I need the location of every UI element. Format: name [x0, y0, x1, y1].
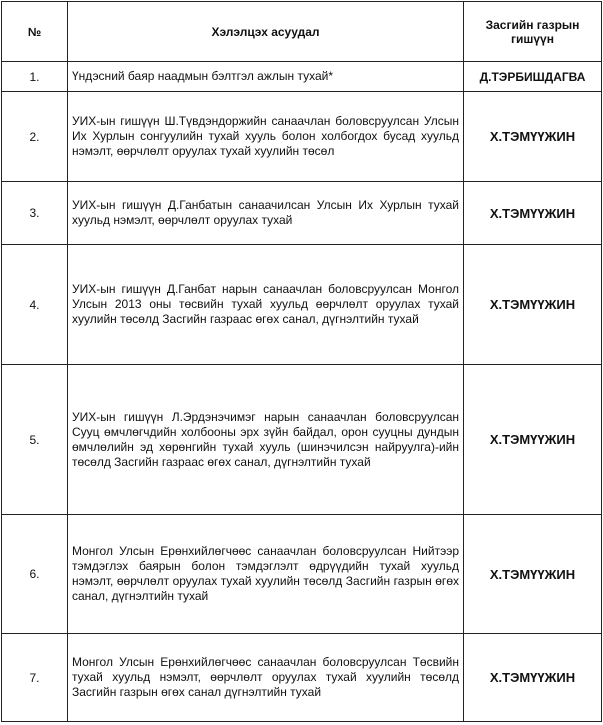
- row-question: Монгол Улсын Ерөнхийлөгчөөс санаачлан боловсруулсан Төсвийн тухай хуульд нэмэлт, өөрчлөлт оруулах тухай хуулийн төсөлд Засгийн газрын өгөх санал дүгнэлтийн тухай: [68, 634, 464, 722]
- row-question: УИХ-ын гишүүн Д.Ганбатын санаачилсан Улсын Их Хурлын тухай хуульд нэмэлт, өөрчлөлт оруулах тухай: [68, 182, 464, 245]
- row-question: УИХ-ын гишүүн Л.Эрдэнэчимэг нарын санаачлан боловсруулсан Сууц өмчлөгчдийн холбооны эрх зүйн байдал, орон сууцны дундын өмчлөлийн эд хөрөнгийн тухай хууль (шинэчилсэн найруулга)-ийн төсөлд Засгийн газраас өгөх санал, дүгнэлтийн тухай: [68, 365, 464, 515]
- table-row: [2, 182, 602, 245]
- row-number: 5.: [2, 365, 68, 515]
- header-row: [2, 2, 602, 62]
- table-row: [2, 245, 602, 365]
- agenda-table: [1, 1, 602, 722]
- header-member: Засгийн газрын гишүүн: [464, 2, 602, 62]
- row-member: Х.ТЭМҮҮЖИН: [464, 365, 602, 515]
- row-member: Х.ТЭМҮҮЖИН: [464, 634, 602, 722]
- row-number: 7.: [2, 634, 68, 722]
- table-row: [2, 515, 602, 634]
- table-row: [2, 62, 602, 92]
- row-question: УИХ-ын гишүүн Ш.Түвдэндоржийн санаачлан боловсруулсан Улсын Их Хурлын сонгуулийн тухай хууль болон холбогдох бусад хуульд нэмэлт, өөрчлөлт оруулах тухай хуулийн төсөл: [68, 92, 464, 182]
- row-number: 4.: [2, 245, 68, 365]
- header-number: №: [2, 2, 68, 62]
- table-row: [2, 634, 602, 722]
- row-number: 1.: [2, 62, 68, 92]
- row-question: УИХ-ын гишүүн Д.Ганбат нарын санаачлан боловсруулсан Монгол Улсын 2013 оны төсвийн тухай хуульд өөрчлөлт оруулах тухай хуулийн төсөлд Засгийн газраас өгөх санал, дүгнэлтийн тухай: [68, 245, 464, 365]
- row-member: Х.ТЭМҮҮЖИН: [464, 245, 602, 365]
- row-member: Х.ТЭМҮҮЖИН: [464, 92, 602, 182]
- row-question: Монгол Улсын Ерөнхийлөгчөөс санаачлан боловсруулсан Нийтээр тэмдэглэх баярын болон тэмдэглэлт өдрүүдийн тухай хуульд нэмэлт, өөрчлөлт оруулах тухай хуулийн төсөлд Засгийн газрын өгөх санал, дүгнэлтийн тухай: [68, 515, 464, 634]
- row-question: Үндэсний баяр наадмын бэлтгэл ажлын тухай*: [68, 62, 464, 92]
- row-number: 2.: [2, 92, 68, 182]
- row-member: Х.ТЭМҮҮЖИН: [464, 182, 602, 245]
- row-member: Д.ТЭРБИШДАГВА: [464, 62, 602, 92]
- header-question: Хэлэлцэх асуудал: [68, 2, 464, 62]
- table-row: [2, 365, 602, 515]
- row-member: Х.ТЭМҮҮЖИН: [464, 515, 602, 634]
- table-row: [2, 92, 602, 182]
- row-number: 3.: [2, 182, 68, 245]
- row-number: 6.: [2, 515, 68, 634]
